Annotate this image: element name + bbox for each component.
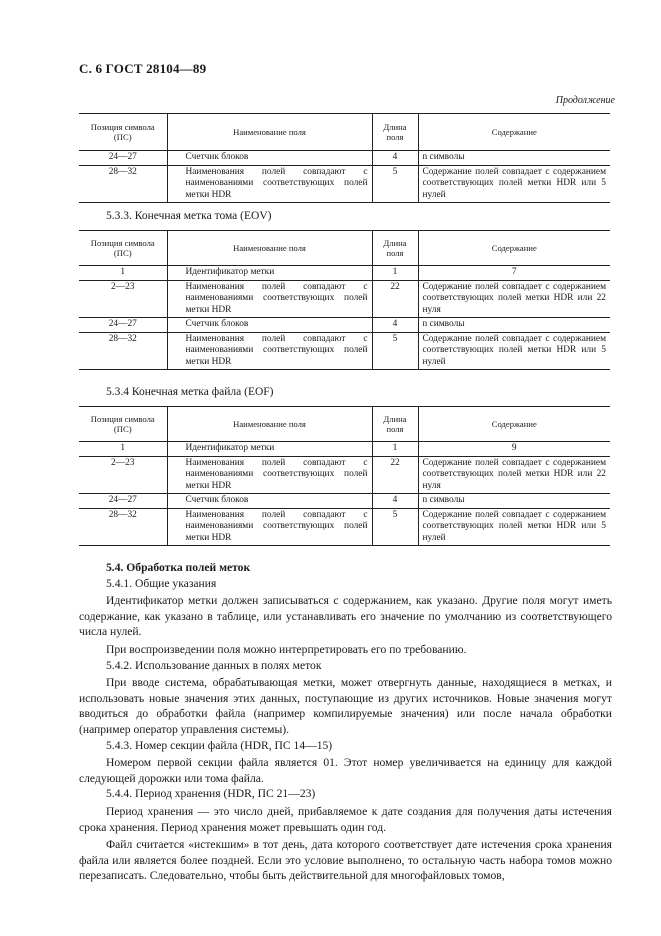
cell-position: 2—23 — [79, 456, 167, 494]
cell-name: Счетчик блоков — [167, 494, 372, 509]
col-header-name: Наименование поля — [167, 407, 372, 442]
cell-position: 1 — [79, 266, 167, 281]
cell-position: 1 — [79, 442, 167, 457]
cell-length: 1 — [372, 442, 418, 457]
cell-length: 4 — [372, 494, 418, 509]
cell-name: Наименования полей совпадают с наименованиями соответствующих полей метки HDR — [167, 456, 372, 494]
continuation-label: Продолжение — [555, 95, 615, 106]
paragraph: При воспроизведении поля можно интерпретировать его по требованию. — [106, 642, 467, 656]
cell-name: Идентификатор метки — [167, 266, 372, 281]
cell-length: 4 — [372, 318, 418, 333]
table-row — [79, 280, 610, 318]
section-heading-5-4-3: 5.4.3. Номер секции файла (HDR, ПС 14—15) — [106, 738, 333, 752]
cell-name: Счетчик блоков — [167, 151, 372, 166]
page-header-title: С. 6 ГОСТ 28104—89 — [79, 61, 207, 76]
cell-position: 24—27 — [79, 151, 167, 166]
cell-content: n символы — [418, 151, 610, 166]
cell-content: Содержание полей совпадает с содержанием соответствующих полей метки HDR или 5 нулей — [418, 508, 610, 546]
table-row — [79, 508, 610, 546]
paragraph: Идентификатор метки должен записываться с содержанием, как указано. Другие поля могут иметь содержание, как указано в таблице, или устанавливать его значение по умолчанию из соответствующего числа нулей. — [79, 594, 612, 639]
table-row — [79, 266, 610, 281]
section-heading-5-4-1: 5.4.1. Общие указания — [106, 576, 217, 590]
col-header-content: Содержание — [418, 407, 610, 442]
cell-content: Содержание полей совпадает с содержанием соответствующих полей метки HDR или 22 нуля — [418, 280, 610, 318]
paragraph: При вводе система, обрабатывающая метки, может отвергнуть данные, находящиеся в метках, и использовать новые значения этих данных, поступающие из других источников. Новые значения могут вводиться до обработки файла (например компилируемые значения) или после начала обработки (например оператор управления системы). — [79, 676, 612, 736]
table-row — [79, 456, 610, 494]
cell-length: 1 — [372, 266, 418, 281]
col-header-name: Наименование поля — [167, 231, 372, 266]
col-header-content: Содержание — [418, 231, 610, 266]
cell-content: Содержание полей совпадает с содержанием соответствующих полей метки HDR или 5 нулей — [418, 165, 610, 203]
cell-name: Идентификатор метки — [167, 442, 372, 457]
cell-name: Наименования полей совпадают с наименованиями соответствующих полей метки HDR — [167, 280, 372, 318]
cell-length: 22 — [372, 456, 418, 494]
table-eov — [79, 230, 610, 370]
cell-name: Счетчик блоков — [167, 318, 372, 333]
cell-position: 28—32 — [79, 332, 167, 370]
cell-content: n символы — [418, 494, 610, 509]
cell-position: 2—23 — [79, 280, 167, 318]
table-row — [79, 318, 610, 333]
cell-content: n символы — [418, 318, 610, 333]
table-eof — [79, 406, 610, 546]
col-header-position: Позиция символа (ПС) — [79, 407, 167, 442]
cell-name: Наименования полей совпадают с наименованиями соответствующих полей метки HDR — [167, 332, 372, 370]
col-header-content: Содержание — [418, 114, 610, 151]
col-header-position: Позиция символа (ПС) — [79, 231, 167, 266]
col-header-length: Длина поля — [372, 407, 418, 442]
cell-content: 9 — [418, 442, 610, 457]
cell-position: 28—32 — [79, 165, 167, 203]
section-heading-5-4-2: 5.4.2. Использование данных в полях меток — [106, 658, 322, 672]
cell-content: 7 — [418, 266, 610, 281]
cell-position: 28—32 — [79, 508, 167, 546]
cell-length: 5 — [372, 508, 418, 546]
cell-position: 24—27 — [79, 318, 167, 333]
section-heading-eov: 5.3.3. Конечная метка тома (EOV) — [106, 210, 272, 222]
col-header-name: Наименование поля — [167, 114, 372, 151]
section-heading-5-4: 5.4. Обработка полей меток — [106, 561, 251, 574]
col-header-length: Длина поля — [372, 114, 418, 151]
table-row — [79, 165, 610, 203]
table-row — [79, 494, 610, 509]
cell-name: Наименования полей совпадают с наименованиями соответствующих полей метки HDR — [167, 508, 372, 546]
paragraph: Номером первой секции файла является 01. Этот номер увеличивается на единицу для каждой следующей дорожки или тома файла. — [79, 756, 612, 785]
section-heading-5-4-4: 5.4.4. Период хранения (HDR, ПС 21—23) — [106, 787, 316, 801]
cell-length: 4 — [372, 151, 418, 166]
cell-length: 5 — [372, 332, 418, 370]
paragraph: Файл считается «истекшим» в тот день, дата которого соответствует дате истечения срока хранения файла или является более поздней. Если это условие выполнено, то остальную часть набора томов можно перезаписать. Следовательно, чтобы быть действительной для многофайловых томов, — [79, 838, 612, 883]
cell-name: Наименования полей совпадают с наименованиями соответствующих полей метки HDR — [167, 165, 372, 203]
col-header-length: Длина поля — [372, 231, 418, 266]
paragraph: Период хранения — это число дней, прибавляемое к дате создания для получения даты истечения срока хранения. Период хранения может превышать один год. — [79, 804, 612, 834]
cell-content: Содержание полей совпадает с содержанием соответствующих полей метки HDR или 22 нуля — [418, 456, 610, 494]
section-heading-eof: 5.3.4 Конечная метка файла (EOF) — [106, 386, 274, 398]
col-header-position: Позиция символа (ПС) — [79, 114, 167, 151]
table-row — [79, 151, 610, 166]
body-text — [79, 560, 612, 884]
table-row — [79, 332, 610, 370]
cell-position: 24—27 — [79, 494, 167, 509]
cell-content: Содержание полей совпадает с содержанием соответствующих полей метки HDR или 5 нулей — [418, 332, 610, 370]
cell-length: 22 — [372, 280, 418, 318]
table-row — [79, 442, 610, 457]
table-hdr-continuation — [79, 113, 610, 203]
cell-length: 5 — [372, 165, 418, 203]
